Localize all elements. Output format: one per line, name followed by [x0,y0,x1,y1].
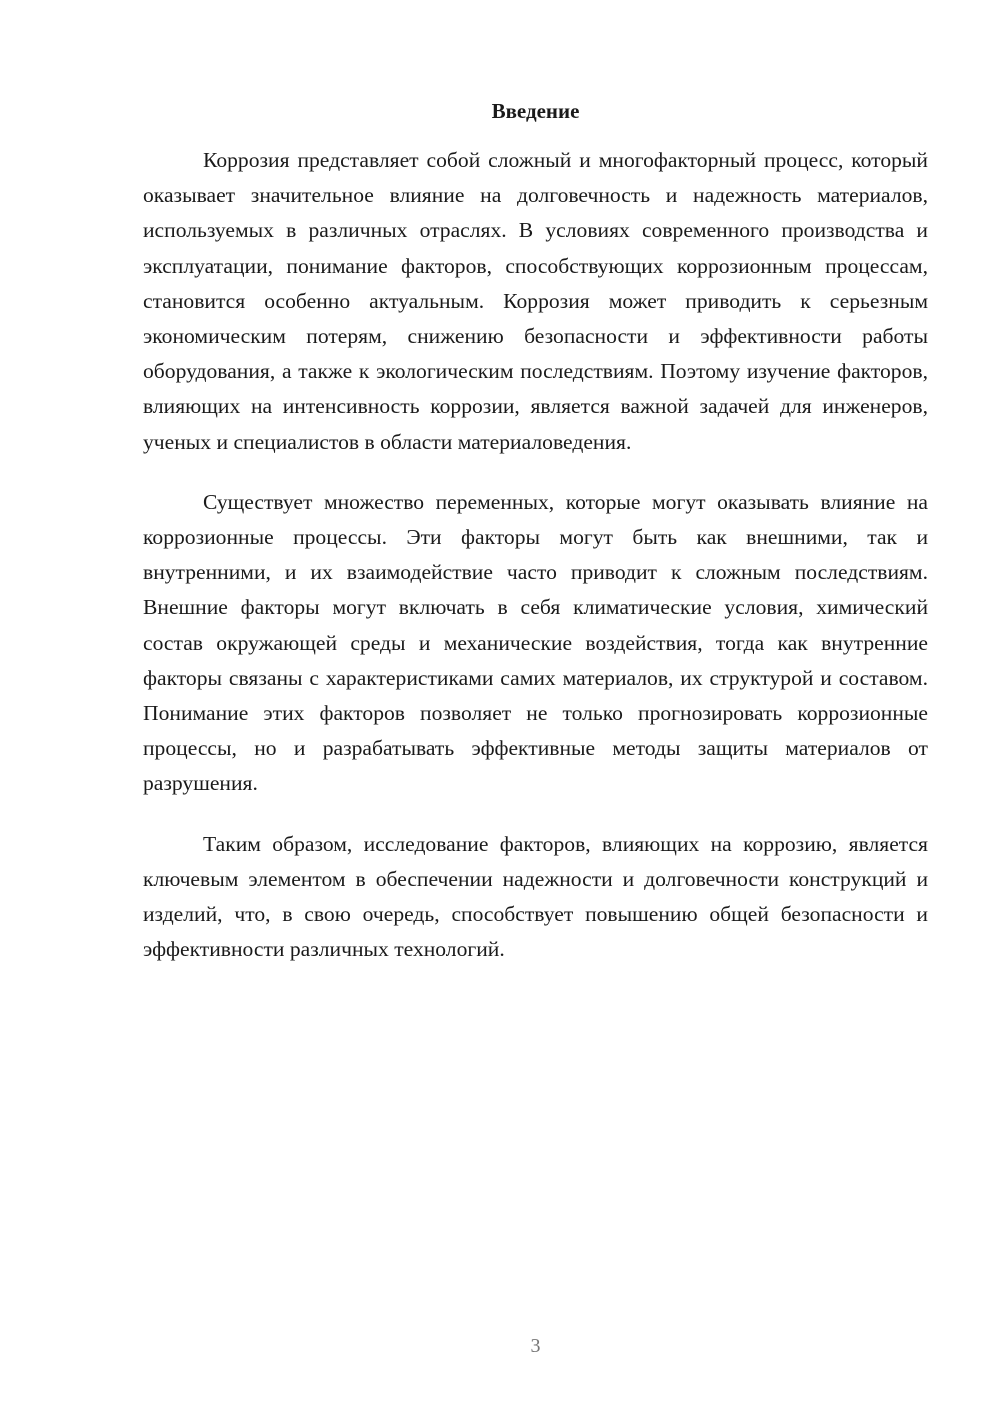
paragraph-2: Существует множество переменных, которые могут оказывать влияние на коррозионные процессы. Эти факторы могут быть как внешними, так и внутренними, и их взаимодействие часто приводит к сложным последствиям. Внешние факторы могут включать в себя климатические условия, химический состав окружающей среды и механические воздействия, тогда как внутренние факторы связаны с характеристиками самих материалов, их структурой и составом. Понимание этих факторов позволяет не только прогнозировать коррозионные процессы, но и разрабатывать эффективные методы защиты материалов от разрушения. [143,489,928,796]
section-heading: Введение [491,99,580,123]
body-text [143,143,928,992]
paragraph-1: Коррозия представляет собой сложный и многофакторный процесс, который оказывает значительное влияние на долговечность и надежность материалов, используемых в различных отраслях. В условиях современного производства и эксплуатации, понимание факторов, способствующих коррозионным процессам, становится особенно актуальным. Коррозия может приводить к серьезным экономическим потерям, снижению безопасности и эффективности работы оборудования, а также к экологическим последствиям. Поэтому изучение факторов, влияющих на интенсивность коррозии, является важной задачей для инженеров, ученых и специалистов в области материаловедения. [143,148,928,454]
paragraph-3: Таким образом, исследование факторов, влияющих на коррозию, является ключевым элементом в обеспечении надежности и долговечности конструкций и изделий, что, в свою очередь, способствует повышению общей безопасности и эффективности различных технологий. [143,831,928,962]
page-number: 3 [530,1335,541,1357]
